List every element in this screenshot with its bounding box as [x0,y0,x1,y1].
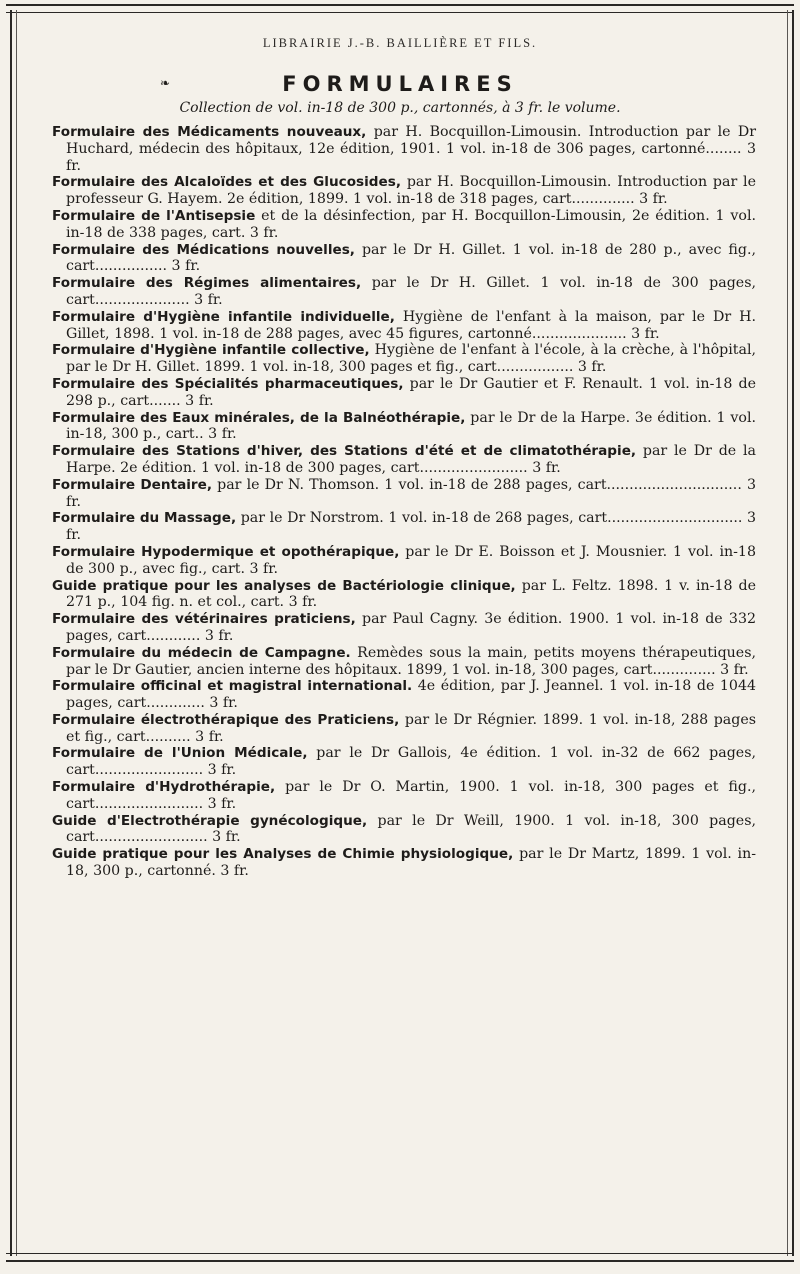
catalog-entry [52,410,756,444]
catalog-entry [52,376,756,410]
collection-subtitle: Collection de vol. in-18 de 300 p., cartonnés, à 3 fr. le volume. [179,100,621,116]
catalog-entry [52,779,756,813]
border-left [10,10,17,1256]
entry-title: Formulaire d'Hygiène infantile collective, [52,342,370,359]
entry-title: Formulaire des Alcaloïdes et des Glucosides, [52,174,401,191]
catalog-entry [52,124,756,174]
entry-details: par le Dr de la Harpe. 2e édition. 1 vol. in-18 de 300 pages, cart........................ 3 fr. [66,443,756,476]
entry-title: Formulaire d'Hydrothérapie, [52,779,276,796]
entry-title: Guide d'Electrothérapie gynécologique, [52,812,368,829]
entry-title: Formulaire officinal et magistral international. [52,678,413,695]
catalog-entry [52,208,756,242]
catalog-entry [52,712,756,746]
entry-title: Formulaire du Massage, [52,510,237,527]
entry-title: Guide pratique pour les analyses de Bactériologie clinique, [52,577,516,594]
entry-title: Guide pratique pour les Analyses de Chimie physiologique, [52,846,514,863]
catalog-entry [52,645,756,679]
entry-details: par le Dr O. Martin, 1900. 1 vol. in-18, 300 pages et fig., cart........................ 3 fr. [66,779,756,812]
entry-details: Hygiène de l'enfant à l'école, à la crèche, à l'hôpital, par le Dr H. Gillet. 1899. 1 vol. in-18, 300 pages et fig., cart................. 3 fr. [66,342,757,376]
entry-title: Formulaire de l'Antisepsie [52,207,256,224]
entry-details: par H. Bocquillon-Limousin. Introduction par le professeur G. Hayem. 2e édition, 1899. 1 vol. in-18 de 318 pages, cart.............. 3 fr. [66,174,756,208]
ornament-icon: ❧ [160,76,171,90]
catalog-entry [52,477,756,511]
entry-details: par le Dr Norstrom. 1 vol. in-18 de 268 pages, cart.............................. 3 fr. [66,510,756,544]
page-title: FORMULAIRES [282,72,518,96]
catalog-entry [52,510,756,544]
catalog-entry [52,275,756,309]
catalog-entry [52,578,756,612]
entry-details: par le Dr H. Gillet. 1 vol. in-18 de 300 pages, cart..................... 3 fr. [66,275,756,308]
entry-details: par Paul Cagny. 3e édition. 1900. 1 vol. in-18 de 332 pages, cart............ 3 fr. [66,611,756,644]
entry-details: et de la désinfection, par H. Bocquillon-Limousin, 2e édition. 1 vol. in-18 de 338 pages, cart. 3 fr. [66,207,757,241]
entry-title: Formulaire des Médications nouvelles, [52,241,355,258]
catalog-entry [52,242,756,276]
catalog-entry [52,813,756,847]
entry-details: par le Dr Gallois, 4e édition. 1 vol. in-32 de 662 pages, cart........................ 3 fr. [66,745,756,779]
entry-details: Hygiène de l'enfant à la maison, par le Dr H. Gillet, 1898. 1 vol. in-18 de 288 pages, avec 45 figures, cartonné..................... 3 fr. [66,308,756,342]
entry-details: par le Dr N. Thomson. 1 vol. in-18 de 288 pages, cart.............................. 3 fr. [66,476,756,510]
entry-details: Remèdes sous la main, petits moyens thérapeutiques, par le Dr Gautier, ancien interne des hôpitaux. 1899, 1 vol. in-18, 300 pages, cart.............. 3 fr. [66,644,756,678]
entry-details: par H. Bocquillon-Limousin. Introduction par le Dr Huchard, médecin des hôpitaux, 12e édition, 1901. 1 vol. in-18 de 306 pages, cartonné........ 3 fr. [66,124,756,174]
publisher-header: LIBRAIRIE J.-B. BAILLIÈRE ET FILS. [262,36,538,50]
entry-title: Formulaire de l'Union Médicale, [52,745,308,762]
entry-title: Formulaire des vétérinaires praticiens, [52,611,356,628]
entry-title: Formulaire du médecin de Campagne. [52,644,351,661]
border-top [6,4,794,13]
entry-details: 4e édition, par J. Jeannel. 1 vol. in-18 de 1044 pages, cart............. 3 fr. [66,678,756,712]
entry-details: par le Dr H. Gillet. 1 vol. in-18 de 280 p., avec fig., cart................ 3 fr. [66,241,756,275]
entry-title: Formulaire électrothérapique des Praticiens, [52,711,400,728]
entry-title: Formulaire des Spécialités pharmaceutiques, [52,375,404,392]
entry-title: Formulaire des Stations d'hiver, des Stations d'été et de climatothérapie, [52,443,637,460]
catalog-entry [52,342,756,376]
border-bottom [6,1253,794,1262]
catalog-entry [52,745,756,779]
entry-title: Formulaire des Médicaments nouveaux, [52,124,367,140]
catalog-entry [52,678,756,712]
catalog-entry [52,174,756,208]
entry-list [52,124,756,880]
entry-details: par le Dr Gautier et F. Renault. 1 vol. in-18 de 298 p., cart....... 3 fr. [66,375,757,409]
entry-details: par L. Feltz. 1898. 1 v. in-18 de 271 p., 104 fig. n. et col., cart. 3 fr. [66,577,756,611]
entry-title: Formulaire des Régimes alimentaires, [52,275,362,292]
catalog-entry [52,846,756,880]
border-right [787,10,794,1256]
entry-title: Formulaire Dentaire, [52,476,212,493]
entry-title: Formulaire des Eaux minérales, de la Balnéothérapie, [52,409,466,426]
catalog-entry [52,544,756,578]
entry-details: par le Dr Régnier. 1899. 1 vol. in-18, 288 pages et fig., cart.......... 3 fr. [66,711,756,745]
entry-title: Formulaire d'Hygiène infantile individuelle, [52,308,395,325]
entry-details: par le Dr E. Boisson et J. Mousnier. 1 vol. in-18 de 300 p., avec fig., cart. 3 fr. [66,543,756,577]
entry-details: par le Dr Martz, 1899. 1 vol. in-18, 300 p., cartonné. 3 fr. [66,846,756,880]
entry-details: par le Dr Weill, 1900. 1 vol. in-18, 300 pages, cart......................... 3 fr. [66,812,756,846]
catalog-entry [52,309,756,343]
entry-details: par le Dr de la Harpe. 3e édition. 1 vol. in-18, 300 p., cart.. 3 fr. [66,409,756,443]
catalog-entry [52,443,756,477]
entry-title: Formulaire Hypodermique et opothérapique, [52,543,400,560]
catalog-entry [52,611,756,645]
